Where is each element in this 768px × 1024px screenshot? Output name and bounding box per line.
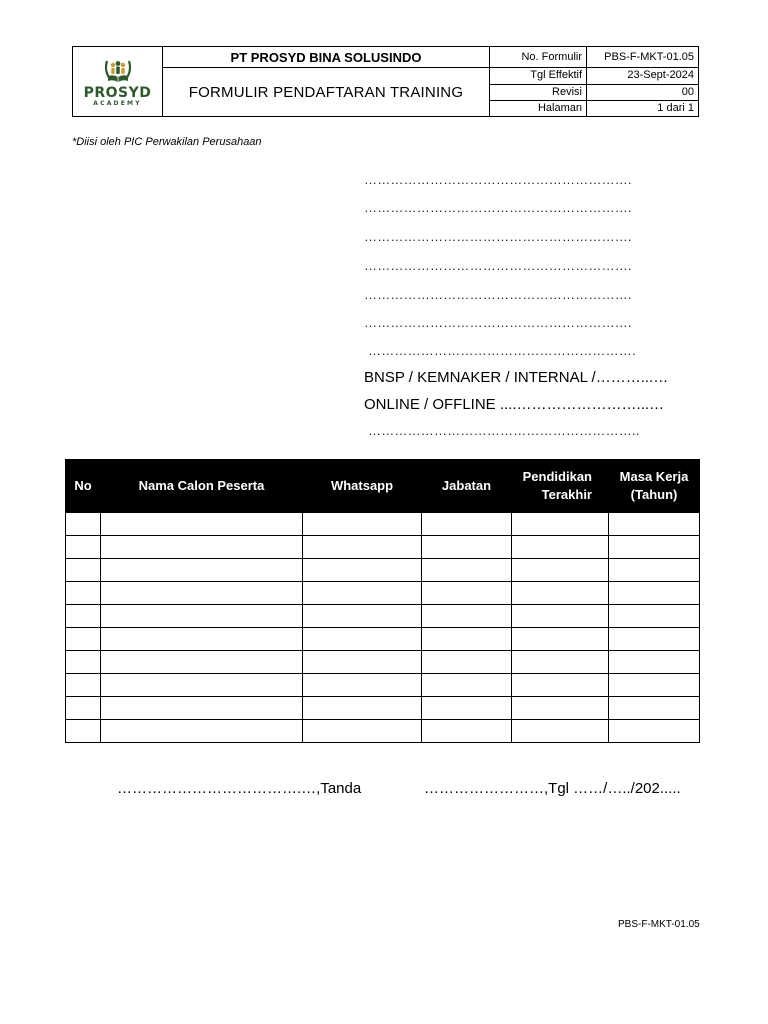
form-title: FORMULIR PENDAFTARAN TRAINING [163,68,490,117]
cell-no[interactable] [66,559,101,582]
cell-no[interactable] [66,674,101,697]
logo-subtitle: ACADEMY [93,99,142,107]
col-header-whatsapp: Whatsapp [303,460,422,513]
fill-line-6[interactable]: ……………………………………………………. [364,315,632,330]
cell-pendidikan[interactable] [512,513,609,536]
cell-nama[interactable] [101,720,303,743]
cell-jabatan[interactable] [422,720,512,743]
cell-no[interactable] [66,720,101,743]
logo-wordmark: PROSYD [83,84,152,101]
cell-masa-kerja[interactable] [609,697,700,720]
cell-jabatan[interactable] [422,536,512,559]
cell-no[interactable] [66,536,101,559]
cell-pendidikan[interactable] [512,651,609,674]
fill-line-4[interactable]: ……………………………………………………. [364,258,632,273]
cell-jabatan[interactable] [422,628,512,651]
table-row [66,513,700,536]
table-row [66,674,700,697]
company-name: PT PROSYD BINA SOLUSINDO [163,47,490,68]
participants-body [66,513,700,743]
signature-tgl[interactable]: ……………………,Tgl ……/…../202..... [424,780,681,797]
table-row [66,628,700,651]
prosyd-academy-logo [73,57,162,107]
cell-masa-kerja[interactable] [609,605,700,628]
cell-pendidikan[interactable] [512,720,609,743]
cell-pendidikan[interactable] [512,605,609,628]
meta-value-tgl-effektif: 23-Sept-2024 [587,68,699,84]
cell-pendidikan[interactable] [512,559,609,582]
table-row [66,697,700,720]
cell-masa-kerja[interactable] [609,628,700,651]
cell-whatsapp[interactable] [303,697,422,720]
cell-nama[interactable] [101,513,303,536]
cell-whatsapp[interactable] [303,536,422,559]
table-row [66,651,700,674]
cell-nama[interactable] [101,582,303,605]
cell-jabatan[interactable] [422,513,512,536]
cell-nama[interactable] [101,605,303,628]
table-row [66,536,700,559]
fill-line-7[interactable]: ……………………………………………………. [368,343,636,358]
cell-no[interactable] [66,605,101,628]
cell-masa-kerja[interactable] [609,582,700,605]
cell-nama[interactable] [101,674,303,697]
cell-masa-kerja[interactable] [609,720,700,743]
fill-line-3[interactable]: ……………………………………………………. [364,229,632,244]
cell-whatsapp[interactable] [303,559,422,582]
cell-pendidikan[interactable] [512,697,609,720]
signature-tanda[interactable]: ……………………………….…,Tanda [117,780,362,797]
footer-form-code: PBS-F-MKT-01.05 [618,919,700,930]
cell-whatsapp[interactable] [303,628,422,651]
participants-header-row [66,460,700,513]
cell-nama[interactable] [101,559,303,582]
fill-line-8[interactable]: …………………………………………………….. [368,423,640,438]
cell-whatsapp[interactable] [303,720,422,743]
cell-nama[interactable] [101,536,303,559]
cell-no[interactable] [66,628,101,651]
cell-jabatan[interactable] [422,697,512,720]
col-header-no: No [66,460,101,513]
col-header-masa-kerja: Masa Kerja (Tahun) [609,460,700,513]
participants-table [65,459,700,743]
table-row [66,582,700,605]
fill-line-5[interactable]: ……………………………………………………. [364,287,632,302]
training-mode-options[interactable]: ONLINE / OFFLINE ....……………………...… [364,396,665,413]
training-type-options[interactable]: BNSP / KEMNAKER / INTERNAL /………...… [364,369,669,386]
cell-masa-kerja[interactable] [609,536,700,559]
cell-nama[interactable] [101,628,303,651]
cell-jabatan[interactable] [422,674,512,697]
cell-masa-kerja[interactable] [609,559,700,582]
table-row [66,605,700,628]
cell-nama[interactable] [101,651,303,674]
logo-cell [73,47,163,117]
fill-line-1[interactable]: ……………………………………………………. [364,172,632,187]
cell-nama[interactable] [101,697,303,720]
meta-label-no-formulir: No. Formulir [490,47,587,68]
cell-jabatan[interactable] [422,651,512,674]
cell-whatsapp[interactable] [303,651,422,674]
form-header-table [72,46,699,117]
meta-label-revisi: Revisi [490,84,587,100]
meta-value-no-formulir: PBS-F-MKT-01.05 [587,47,699,68]
pic-note: *Diisi oleh PIC Perwakilan Perusahaan [72,136,262,148]
cell-whatsapp[interactable] [303,582,422,605]
table-row [66,720,700,743]
meta-value-halaman: 1 dari 1 [587,100,699,116]
cell-no[interactable] [66,697,101,720]
meta-label-tgl-effektif: Tgl Effektif [490,68,587,84]
fill-line-2[interactable]: ……………………………………………………. [364,200,632,215]
cell-pendidikan[interactable] [512,628,609,651]
cell-whatsapp[interactable] [303,513,422,536]
cell-no[interactable] [66,582,101,605]
cell-masa-kerja[interactable] [609,674,700,697]
cell-jabatan[interactable] [422,605,512,628]
cell-whatsapp[interactable] [303,674,422,697]
cell-masa-kerja[interactable] [609,651,700,674]
academy-emblem-icon [103,57,133,85]
cell-pendidikan[interactable] [512,582,609,605]
meta-label-halaman: Halaman [490,100,587,116]
cell-pendidikan[interactable] [512,674,609,697]
col-header-nama: Nama Calon Peserta [101,460,303,513]
meta-value-revisi: 00 [587,84,699,100]
cell-masa-kerja[interactable] [609,513,700,536]
col-header-pendidikan: Pendidikan Terakhir [512,460,609,513]
table-row [66,559,700,582]
cell-whatsapp[interactable] [303,605,422,628]
cell-no[interactable] [66,651,101,674]
cell-no[interactable] [66,513,101,536]
cell-jabatan[interactable] [422,559,512,582]
cell-pendidikan[interactable] [512,536,609,559]
cell-jabatan[interactable] [422,582,512,605]
col-header-jabatan: Jabatan [422,460,512,513]
